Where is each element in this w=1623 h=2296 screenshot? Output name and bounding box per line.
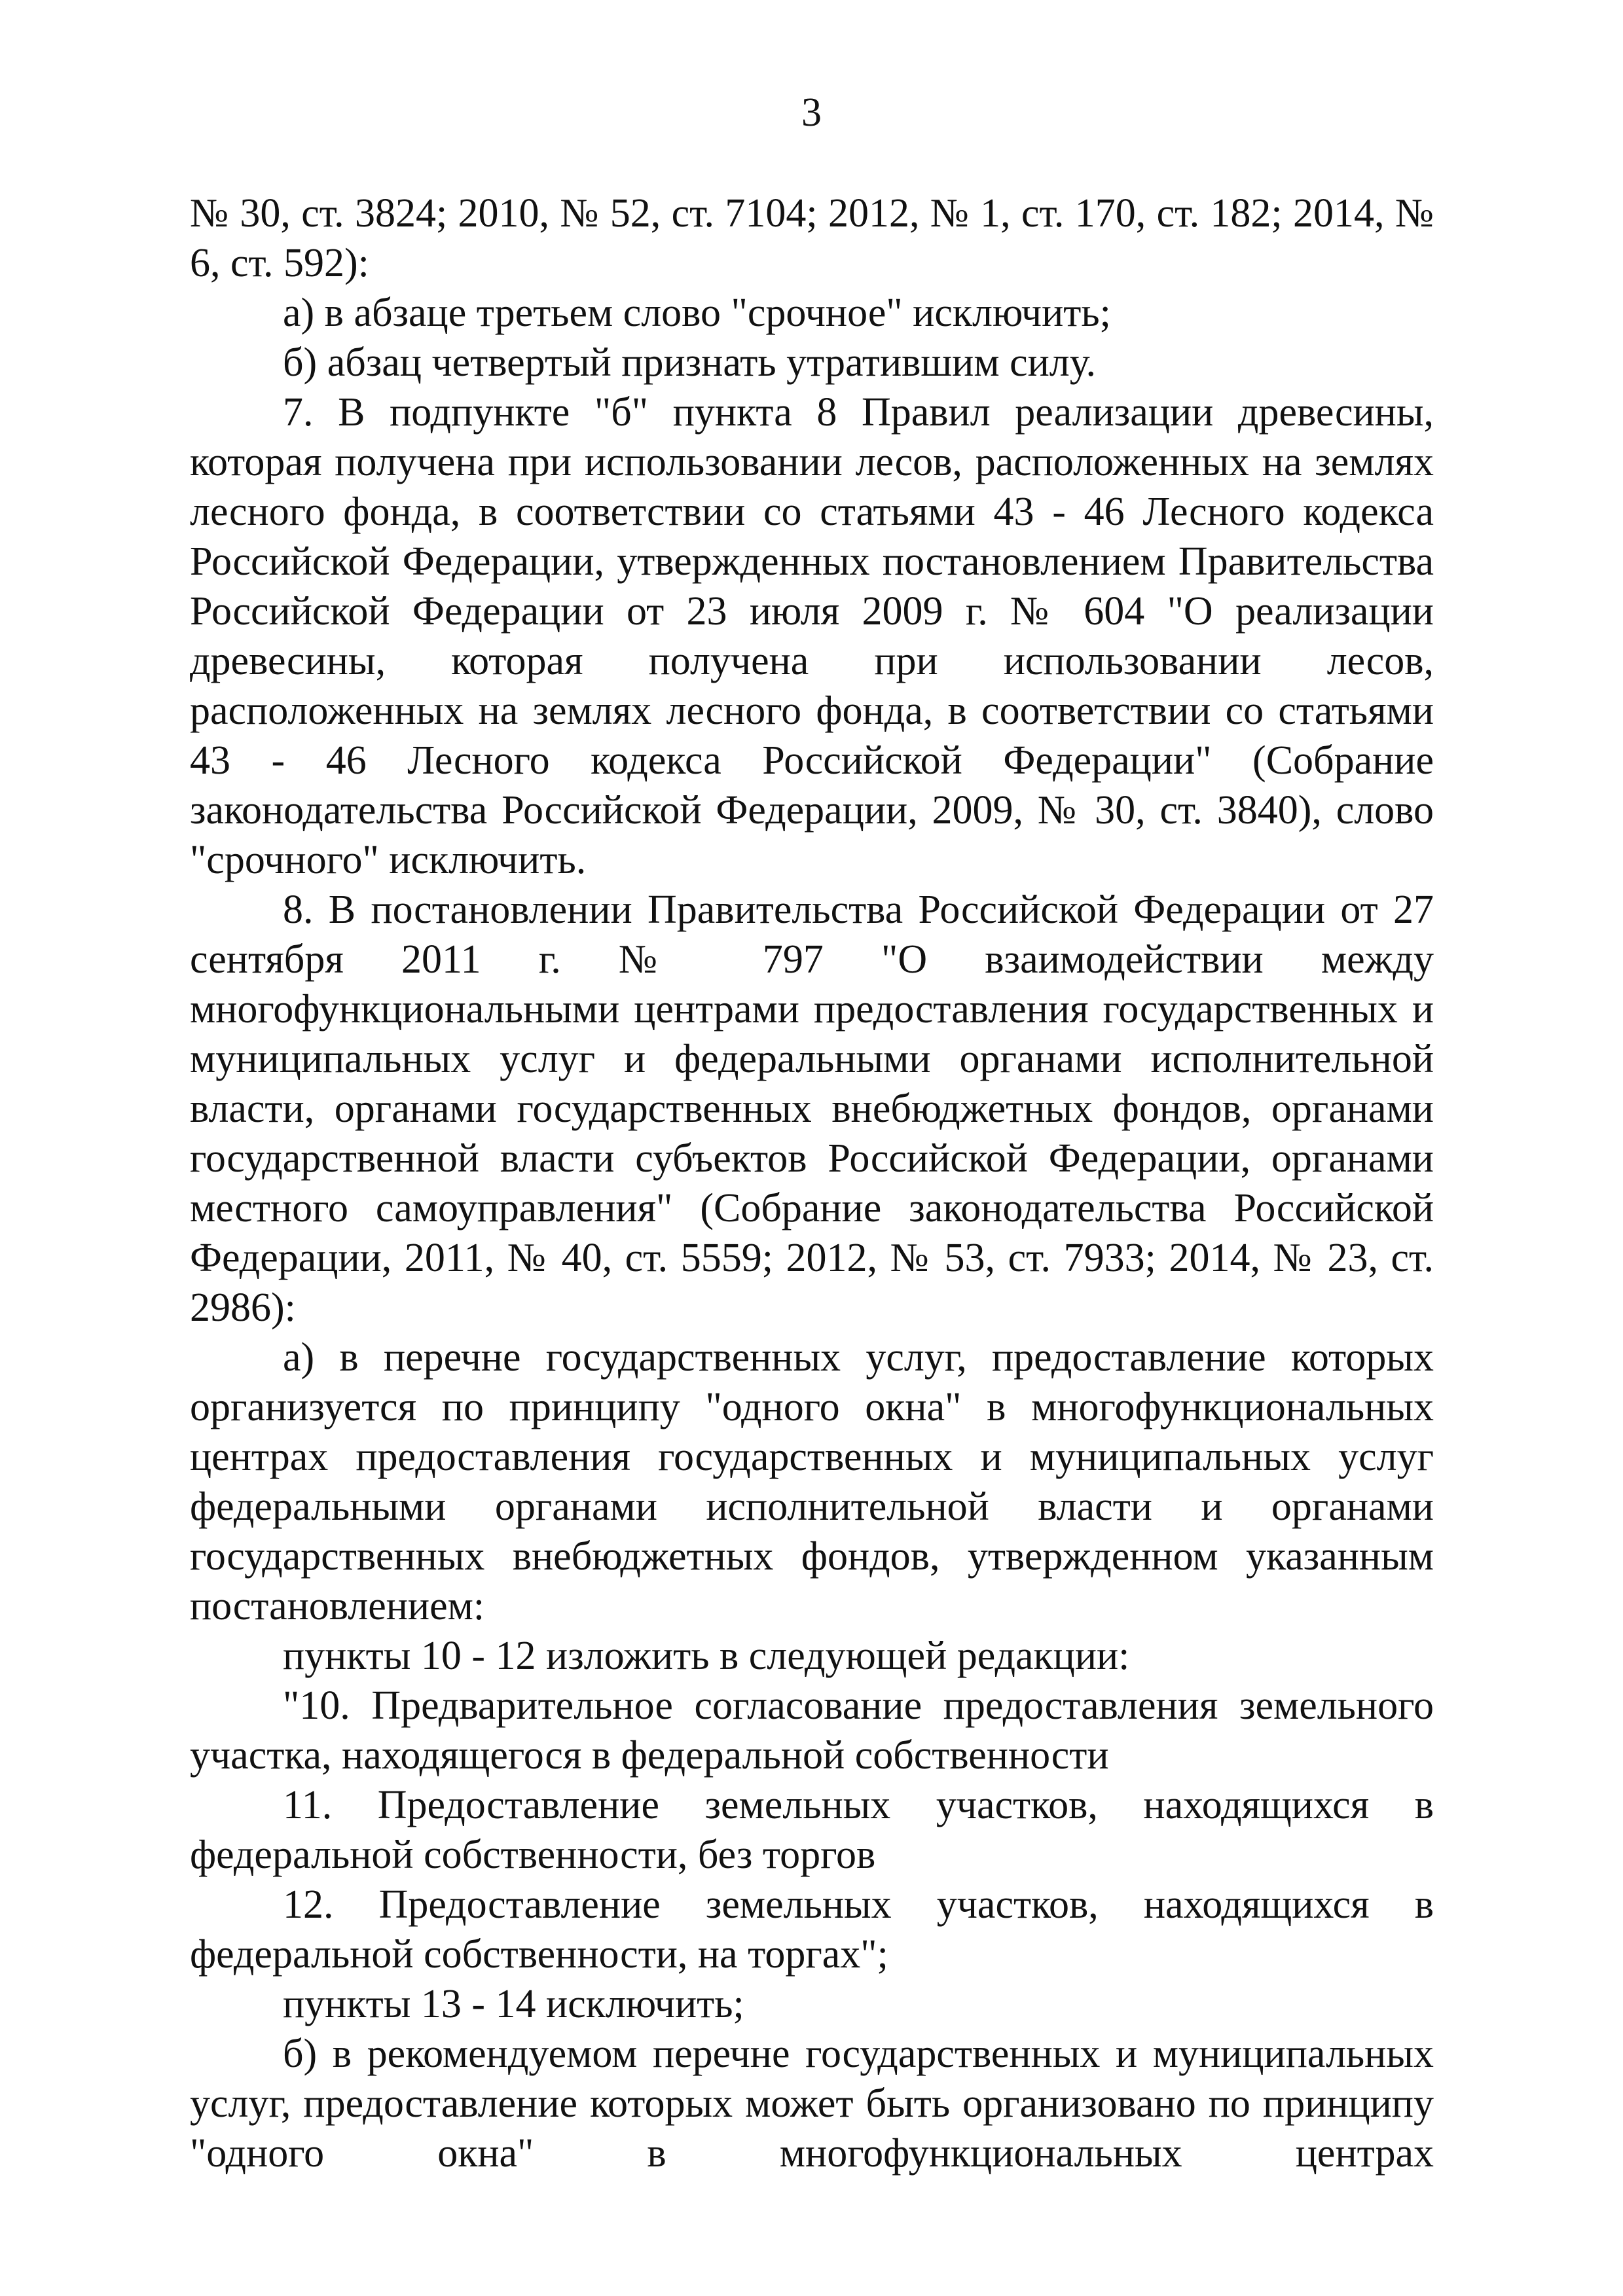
page-number: 3 [801, 90, 822, 135]
paragraph-point-8-item-b: б) в рекомендуемом перечне государственных и муниципальных услуг, предоставление которых может быть организовано по принципу "одного окна" в многофункциональных центрах [190, 2032, 1434, 2176]
paragraph-items-10-12-intro: пункты 10 - 12 изложить в следующей редакции: [283, 1634, 1130, 1678]
paragraph-item-b: б) абзац четвертый признать утратившим силу. [283, 340, 1096, 385]
paragraph-items-13-14: пункты 13 - 14 исключить; [283, 1982, 744, 2026]
paragraph-item-12: 12. Предоставление земельных участков, находящихся в федеральной собственности, на торгах"; [190, 1882, 1434, 1977]
paragraph-citation-continuation: № 30, ст. 3824; 2010, № 52, ст. 7104; 2012, № 1, ст. 170, ст. 182; 2014, № 6, ст. 592): [190, 191, 1434, 285]
paragraph-item-11: 11. Предоставление земельных участков, находящихся в федеральной собственности, без торгов [190, 1783, 1434, 1877]
document-body [190, 188, 1434, 2178]
paragraph-item-a: а) в абзаце третьем слово "срочное" исключить; [283, 291, 1111, 335]
paragraph-point-8: 8. В постановлении Правительства Российской Федерации от 27 сентября 2011 г. № 797 "О взаимодействии между многофункциональными центрами предоставления государственных и муниципальных услуг и федеральными органами исполнительной власти, органами государственных внебюджетных фондов, органами государственной власти субъектов Российской Федерации, органами местного самоуправления" (Собрание законодательства Российской Федерации, 2011, № 40, ст. 5559; 2012, № 53, ст. 7933; 2014, № 23, ст. 2986): [190, 888, 1434, 1330]
paragraph-point-8-item-a: а) в перечне государственных услуг, предоставление которых организуется по принципу "одного окна" в многофункциональных центрах предоставления государственных и муниципальных услуг федеральными органами исполнительной власти и органами государственных внебюджетных фондов, утвержденном указанным постановлением: [190, 1335, 1434, 1628]
paragraph-item-10: "10. Предварительное согласование предоставления земельного участка, находящегося в федеральной собственности [190, 1683, 1434, 1778]
paragraph-point-7: 7. В подпункте "б" пункта 8 Правил реализации древесины, которая получена при использовании лесов, расположенных на землях лесного фонда, в соответствии со статьями 43 - 46 Лесного кодекса Российской Федерации, утвержденных постановлением Правительства Российской Федерации от 23 июля 2009 г. № 604 "О реализации древесины, которая получена при использовании лесов, расположенных на землях лесного фонда, в соответствии со статьями 43 - 46 Лесного кодекса Российской Федерации" (Собрание законодательства Российской Федерации, 2009, № 30, ст. 3840), слово "срочного" исключить. [190, 390, 1434, 882]
